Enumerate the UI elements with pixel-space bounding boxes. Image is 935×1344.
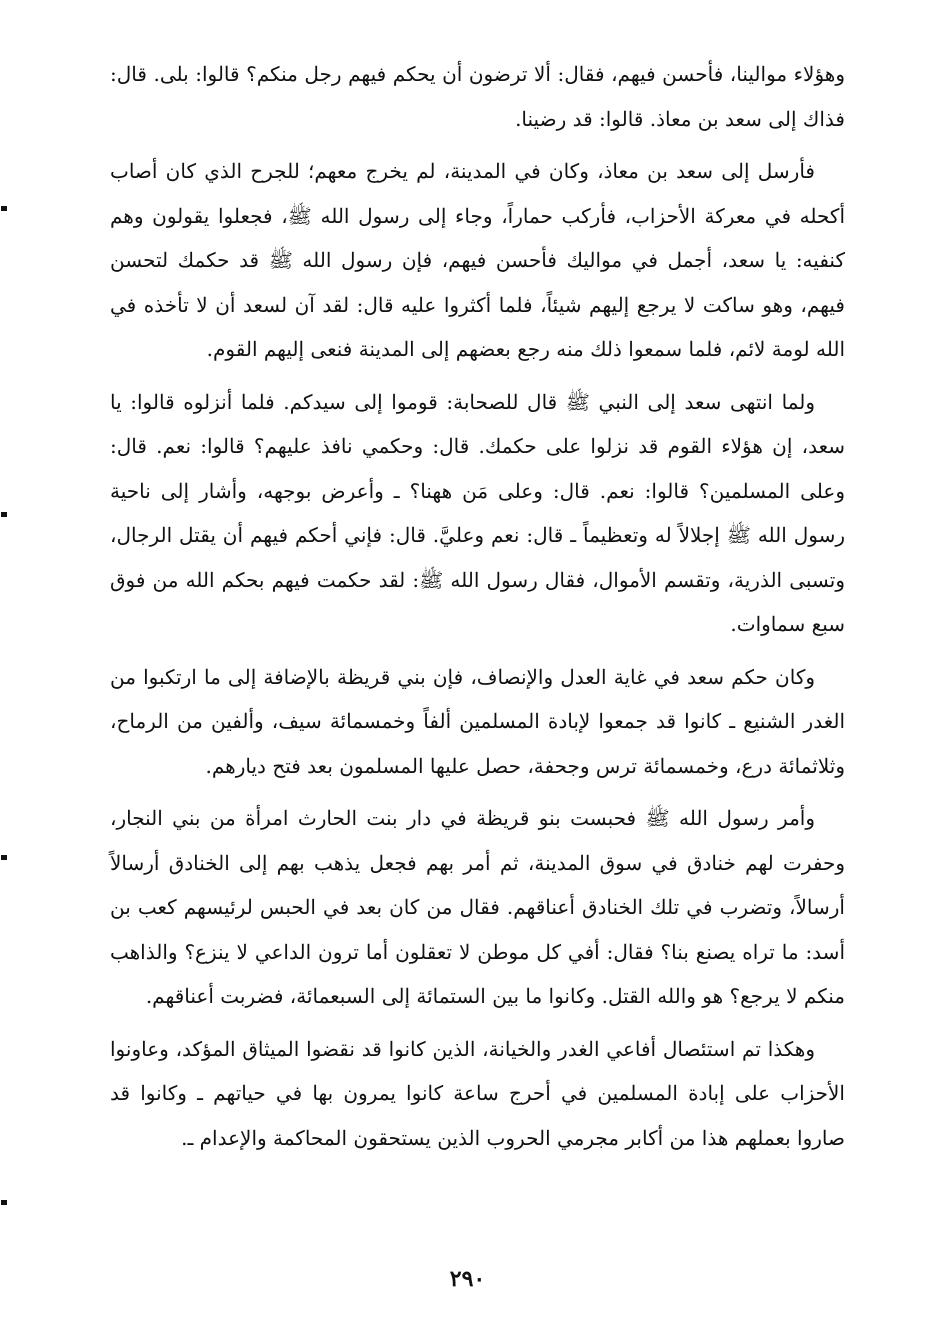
page-body bbox=[110, 52, 845, 1292]
paragraph-5: وأمر رسول الله ﷺ فحبست بنو قريظة في دار بنت الحارث امرأة من بني النجار، وحفرت لهم خنادق في سوق المدينة، ثم أمر بهم فجعل يذهب بهم إلى الخنادق أرسالاً أرسالاً، وتضرب في تلك الخنادق أعناقهم. فقال من كان بعد في الحبس لرئيسهم كعب بن أسد: ما تراه يصنع بنا؟ فقال: أفي كل موطن لا تعقلون أما ترون الداعي لا ينزع؟ والذاهب منكم لا يرجع؟ هو والله القتل. وكانوا ما بين الستمائة إلى السبعمائة، فضربت أعناقهم. bbox=[110, 806, 845, 1008]
margin-mark bbox=[1, 855, 7, 860]
page-number: ٢٩٠ bbox=[449, 1266, 486, 1292]
paragraph-3: ولما انتهى سعد إلى النبي ﷺ قال للصحابة: قوموا إلى سيدكم. فلما أنزلوه قالوا: يا سعد، إن هؤلاء القوم قد نزلوا على حكمك. قال: وحكمي نافذ عليهم؟ قالوا: نعم. قال: وعلى المسلمين؟ قالوا: نعم. قال: وعلى مَن ههنا؟ ـ وأعرض بوجهه، وأشار إلى ناحية رسول الله ﷺ إجلالاً له وتعظيماً ـ قال: نعم وعليَّ. قال: فإني أحكم فيهم أن يقتل الرجال، وتسبى الذرية، وتقسم الأموال، فقال رسول الله ﷺ: لقد حكمت فيهم بحكم الله من فوق سبع سماوات. bbox=[110, 389, 845, 636]
margin-mark bbox=[1, 206, 7, 211]
paragraph-1: وهؤلاء موالينا، فأحسن فيهم، فقال: ألا ترضون أن يحكم فيهم رجل منكم؟ قالوا: بلى. قال: فذاك إلى سعد بن معاذ. قالوا: قد رضينا. bbox=[110, 62, 845, 131]
paragraph-6: وهكذا تم استئصال أفاعي الغدر والخيانة، الذين كانوا قد نقضوا الميثاق المؤكد، وعاونوا الأحزاب على إبادة المسلمين في أحرج ساعة كانوا يمرون بها في حياتهم ـ وكانوا قد صاروا بعملهم هذا من أكابر مجرمي الحروب الذين يستحقون المحاكمة والإعدام ـ. bbox=[110, 1036, 845, 1150]
margin-mark bbox=[1, 512, 7, 517]
paragraph-2: فأرسل إلى سعد بن معاذ، وكان في المدينة، لم يخرج معهم؛ للجرح الذي كان أصاب أكحله في معركة الأحزاب، فأركب حماراً، وجاء إلى رسول الله ﷺ، فجعلوا يقولون وهم كنفيه: يا سعد، أجمل في مواليك فأحسن فيهم، فإن رسول الله ﷺ قد حكمك لتحسن فيهم، وهو ساكت لا يرجع إليهم شيئاً، فلما أكثروا عليه قال: لقد آن لسعد أن لا تأخذه في الله لومة لائم، فلما سمعوا ذلك منه رجع بعضهم إلى المدينة فنعى إليهم القوم. bbox=[110, 159, 845, 361]
paragraph-4: وكان حكم سعد في غاية العدل والإنصاف، فإن بني قريظة بالإضافة إلى ما ارتكبوا من الغدر الشنيع ـ كانوا قد جمعوا لإبادة المسلمين ألفاً وخمسمائة سيف، وألفين من الرماح، وثلاثمائة درع، وخمسمائة ترس وجحفة، حصل عليها المسلمون بعد فتح ديارهم. bbox=[110, 664, 845, 778]
margin-mark bbox=[1, 1200, 7, 1205]
